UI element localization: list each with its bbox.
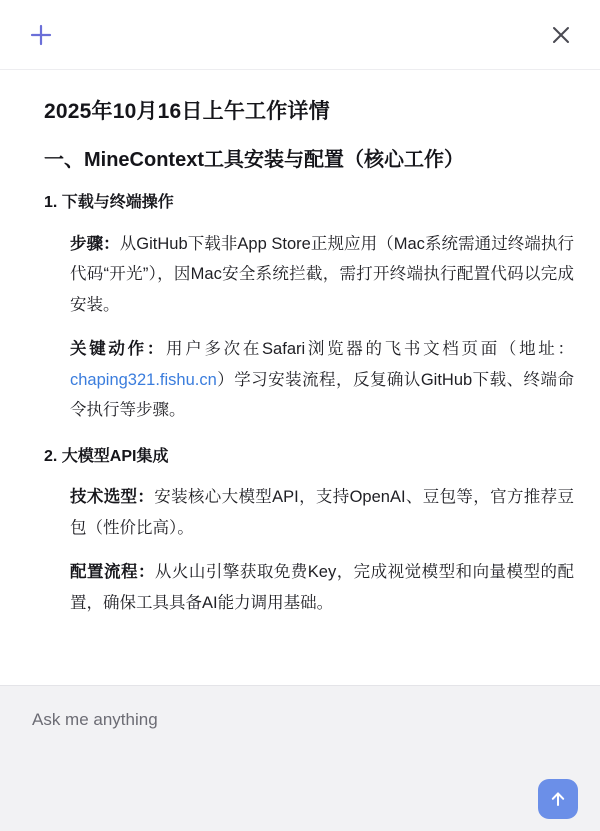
- subsection-1-paragraph-2: [44, 334, 574, 426]
- subsection-2: [44, 446, 574, 618]
- close-icon: [549, 23, 573, 47]
- subsection-2-paragraph-1: [44, 482, 574, 543]
- new-chat-button[interactable]: [24, 18, 58, 52]
- paragraph-text-before: 用户多次在Safari浏览器的飞书文档页面（地址：: [166, 340, 575, 359]
- paragraph-text: 从GitHub下载非App Store正规应用（Mac系统需通过终端执行代码“开光”），因Mac安全系统拦截，需打开终端执行配置代码以完成安装。: [70, 234, 575, 314]
- section-heading: 一、MineContext工具安装与配置（核心工作）: [44, 149, 464, 172]
- plus-icon: [28, 22, 54, 48]
- arrow-up-icon: [548, 789, 568, 809]
- paragraph-text-after: ）学习安装流程，反复确认GitHub下载、终端命令执行等步骤。: [70, 370, 574, 420]
- paragraph-lead: 技术选型：: [70, 488, 155, 507]
- feishu-doc-link[interactable]: chaping321.fishu.cn: [70, 370, 217, 389]
- composer: [0, 685, 600, 831]
- paragraph-lead: 关键动作：: [70, 340, 167, 359]
- paragraph-text: 从火山引擎获取免费Key，完成视觉模型和向量模型的配置，确保工具具备AI能力调用基础。: [70, 563, 574, 612]
- subsection-1-paragraph-1: [44, 229, 574, 321]
- paragraph-text: 安装核心大模型API，支持OpenAI、豆包等，官方推荐豆包（性价比高）。: [70, 488, 574, 537]
- paragraph-lead: 步骤：: [70, 234, 120, 253]
- chat-input[interactable]: [32, 710, 578, 730]
- subsection-1: [44, 192, 574, 425]
- page-title: 2025年10月16日上午工作详情: [44, 100, 330, 123]
- send-button[interactable]: [538, 779, 578, 819]
- subsection-2-paragraph-2: [44, 557, 574, 618]
- top-bar: [0, 0, 600, 70]
- subsection-1-heading: 1. 下载与终端操作: [44, 194, 174, 212]
- paragraph-lead: 配置流程：: [70, 563, 155, 582]
- document-body: [0, 70, 600, 685]
- close-button[interactable]: [544, 18, 578, 52]
- subsection-2-heading: 2. 大模型API集成: [44, 447, 169, 465]
